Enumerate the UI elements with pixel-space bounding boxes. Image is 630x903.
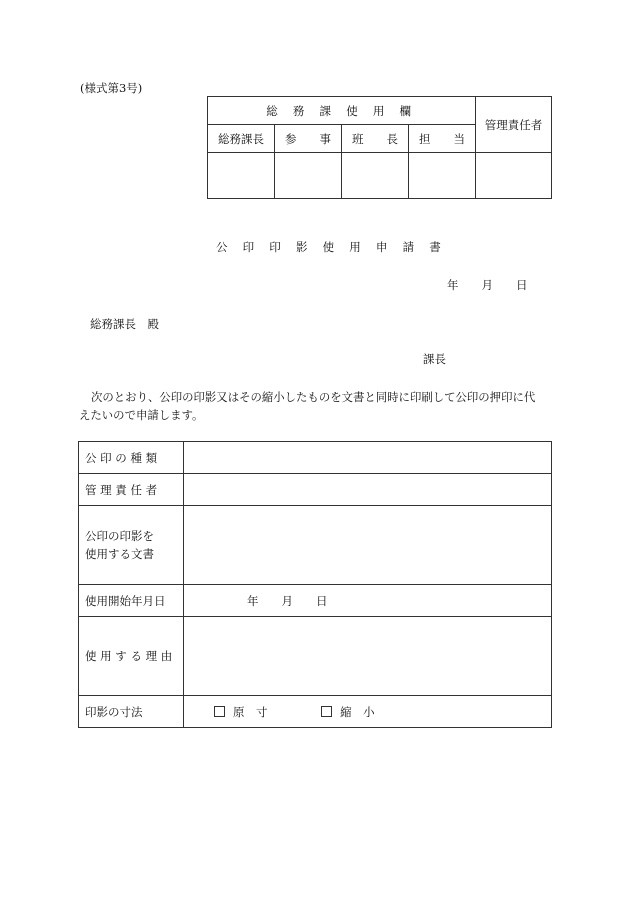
approval-col-general-manager: 総務課長: [208, 125, 275, 153]
label-seal-type: 公 印 の 種 類: [79, 442, 184, 474]
seal-type-field[interactable]: [184, 442, 552, 474]
size-reduced-label: 縮 小: [340, 704, 375, 719]
label-start-date: 使用開始年月日: [79, 585, 184, 617]
label-document: [79, 506, 184, 585]
addressee: 総務課長 殿: [90, 317, 159, 331]
applicant-label: 課長: [423, 352, 446, 366]
label-manager: 管 理 責 任 者: [79, 474, 184, 506]
label-document-line-1: 公印の印影を: [85, 529, 154, 543]
size-original-label: 原 寸: [233, 704, 268, 719]
size-original-checkbox[interactable]: [214, 705, 271, 719]
approval-stamp-cell[interactable]: [476, 153, 552, 199]
form-number: (様式第3号): [80, 81, 143, 95]
date-line: 年 月 日: [447, 278, 528, 292]
approval-stamp-cell[interactable]: [275, 153, 342, 199]
size-reduced-checkbox[interactable]: [321, 705, 375, 719]
approval-col-counselor: 参 事: [275, 125, 342, 153]
approval-stamp-cell[interactable]: [409, 153, 476, 199]
reason-field[interactable]: [184, 617, 552, 696]
start-date-value: 年 月 日: [247, 593, 328, 608]
manager-field[interactable]: [184, 474, 552, 506]
approval-stamp-cell[interactable]: [342, 153, 409, 199]
approval-manager-header: 管理責任者: [476, 97, 552, 153]
approval-table: [207, 96, 552, 199]
body-text-1: 次のとおり、公印の印影又はその縮小したものを文書と同時に印刷して公印の押印に代: [91, 390, 536, 404]
document-field[interactable]: [184, 506, 552, 585]
approval-col-staff: 担 当: [409, 125, 476, 153]
label-reason: 使 用 す る 理 由: [79, 617, 184, 696]
start-date-field[interactable]: [184, 585, 552, 617]
approval-group-header: 総 務 課 使 用 欄: [208, 97, 476, 125]
label-size: 印影の寸法: [79, 696, 184, 728]
document-title: 公 印 印 影 使 用 申 請 書: [216, 240, 447, 254]
checkbox-icon: [214, 706, 225, 717]
size-field: [184, 696, 552, 728]
checkbox-icon: [321, 706, 332, 717]
approval-stamp-cell[interactable]: [208, 153, 275, 199]
application-table: [78, 441, 552, 728]
label-document-line-2: 使用する文書: [85, 547, 154, 561]
body-text-2: えたいので申請します。: [79, 408, 204, 422]
approval-col-team-leader: 班 長: [342, 125, 409, 153]
